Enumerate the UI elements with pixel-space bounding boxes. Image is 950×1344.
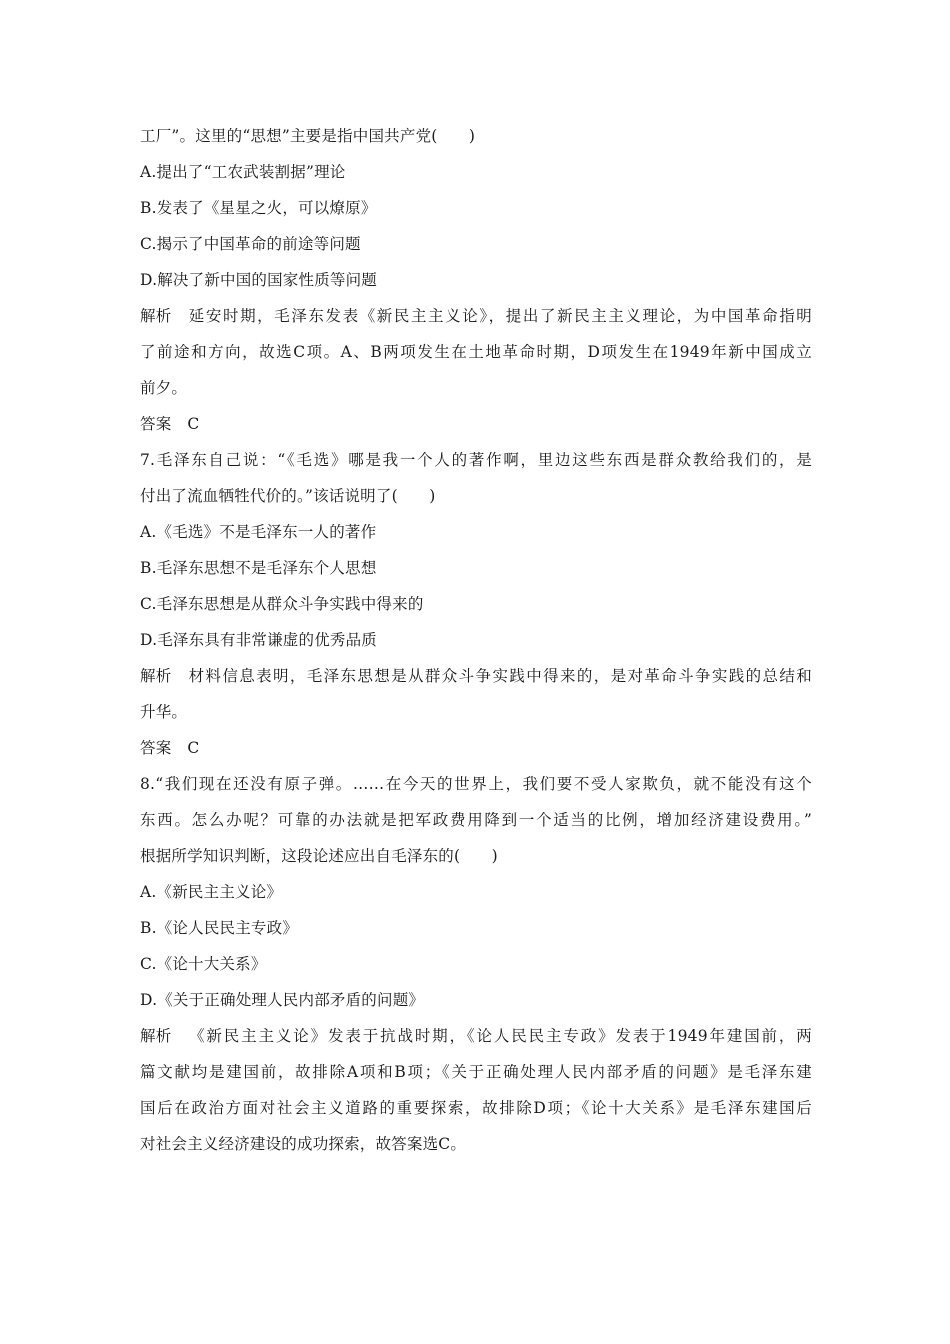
q6-answer-value: C (187, 415, 200, 433)
q7-stem-line-1: 7.毛泽东自己说：“《毛选》哪是我一个人的著作啊，里边这些东西是群众教给我们的，是 (140, 451, 812, 469)
q7-option-b: B.毛泽东思想不是毛泽东个人思想 (140, 559, 377, 577)
q8-analysis (140, 1024, 812, 1156)
q7-option-c: C.毛泽东思想是从群众斗争实践中得来的 (140, 595, 424, 613)
q7-answer (140, 736, 812, 760)
q7-option-d: D.毛泽东具有非常谦虚的优秀品质 (140, 631, 378, 649)
q8-option-a: A.《新民主主义论》 (140, 883, 283, 901)
q8-option-c: C.《论十大关系》 (140, 955, 267, 973)
q7-stem (140, 448, 812, 508)
q8-analysis-line-1: 《新民主主义论》发表于抗战时期，《论人民民主专政》发表于1949年建国前，两 (187, 1027, 812, 1045)
q7-analysis-label: 解析 (140, 667, 172, 685)
q7-stem-line-2: 付出了流血牺牲代价的。”该话说明了( ) (140, 487, 436, 505)
q6-analysis-line-2: 了前途和方向，故选C项。A、B两项发生在土地革命时期，D项发生在1949年新中国成立 (140, 343, 812, 361)
q8-stem-line-3: 根据所学知识判断，这段论述应出自毛泽东的( ) (140, 847, 498, 865)
q6-option-d: D.解决了新中国的国家性质等问题 (140, 271, 378, 289)
q6-option-c: C.揭示了中国革命的前途等问题 (140, 235, 361, 253)
q6-answer (140, 412, 812, 436)
q8-stem (140, 772, 812, 868)
document-page (140, 124, 812, 1168)
q7-option-a: A.《毛选》不是毛泽东一人的著作 (140, 523, 377, 541)
q6-analysis-label: 解析 (140, 307, 172, 325)
q7-analysis (140, 664, 812, 724)
q8-analysis-line-2: 篇文献均是建国前，故排除A项和B项；《关于正确处理人民内部矛盾的问题》是毛泽东建 (140, 1063, 812, 1081)
q6-option-b: B.发表了《星星之火，可以燎原》 (140, 199, 377, 217)
q6-analysis (140, 304, 812, 400)
q8-option-b: B.《论人民民主专政》 (140, 919, 299, 937)
q6-analysis-line-1: 延安时期，毛泽东发表《新民主主义论》，提出了新民主主义理论，为中国革命指明 (187, 307, 812, 325)
q8-option-d: D.《关于正确处理人民内部矛盾的问题》 (140, 991, 425, 1009)
q8-stem-line-1: 8.“我们现在还没有原子弹。……在今天的世界上，我们要不受人家欺负，就不能没有这个 (140, 775, 812, 793)
q6-analysis-line-3: 前夕。 (140, 379, 188, 397)
q8-analysis-label: 解析 (140, 1027, 172, 1045)
q7-answer-value: C (187, 739, 200, 757)
q6-answer-label: 答案 (140, 415, 172, 433)
q8-stem-line-2: 东西。怎么办呢？可靠的办法就是把军政费用降到一个适当的比例，增加经济建设费用。” (140, 811, 812, 829)
q6-stem-tail: 工厂”。这里的“思想”主要是指中国共产党( ) (140, 127, 476, 145)
q6-option-a: A.提出了“工农武装割据”理论 (140, 163, 346, 181)
q8-analysis-line-3: 国后在政治方面对社会主义道路的重要探索，故排除D项；《论十大关系》是毛泽东建国后 (140, 1099, 812, 1117)
q7-answer-label: 答案 (140, 739, 172, 757)
q8-analysis-line-4: 对社会主义经济建设的成功探索，故答案选C。 (140, 1135, 467, 1153)
q7-analysis-line-1: 材料信息表明，毛泽东思想是从群众斗争实践中得来的，是对革命斗争实践的总结和 (187, 667, 812, 685)
q7-analysis-line-2: 升华。 (140, 703, 188, 721)
